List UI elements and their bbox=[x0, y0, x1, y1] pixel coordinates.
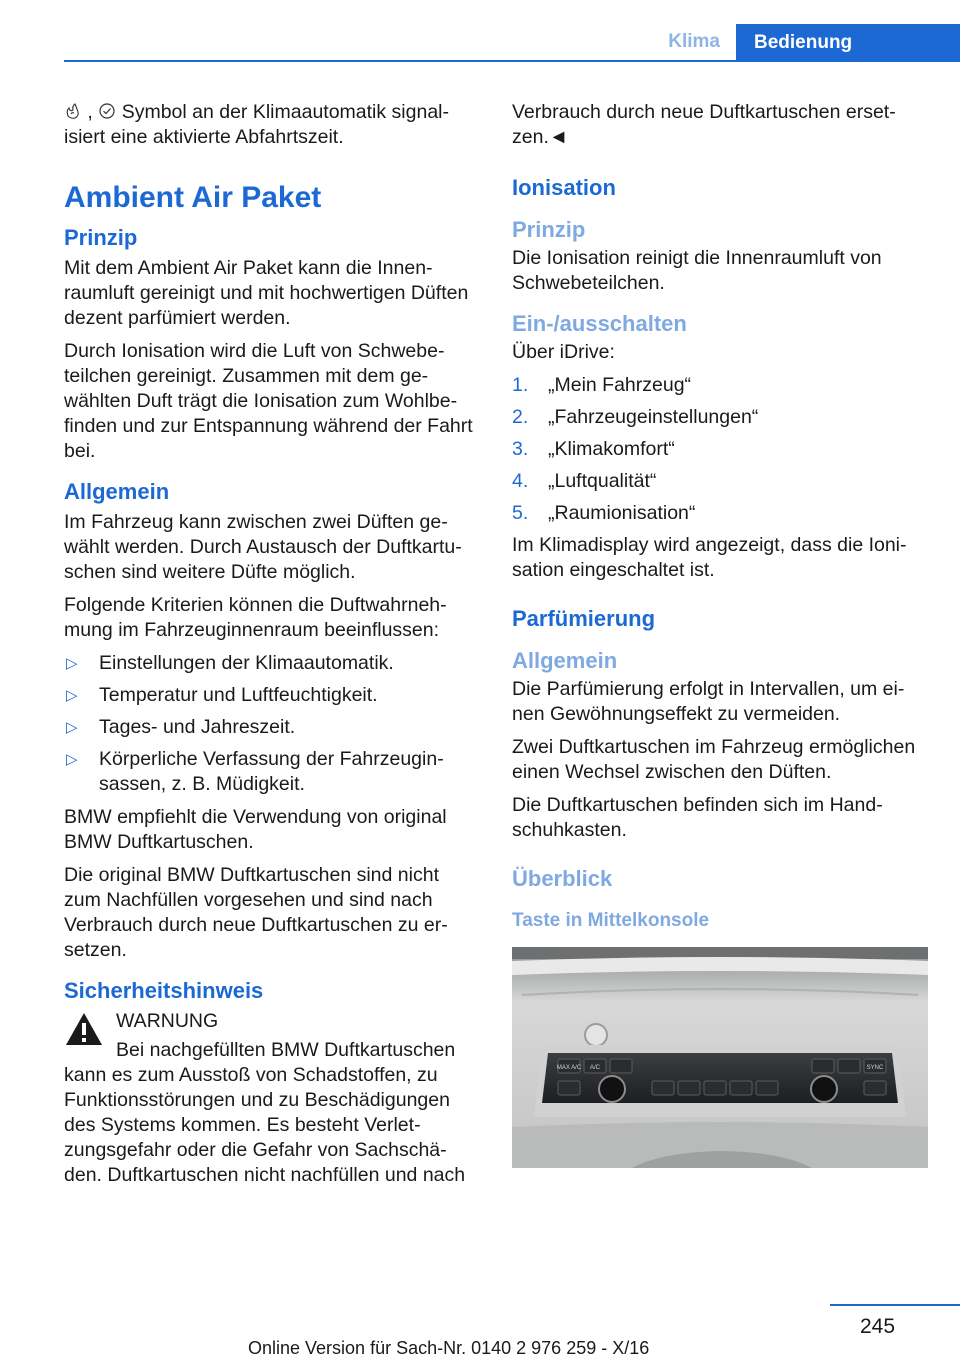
center-console-photo bbox=[512, 947, 928, 1168]
ac-label: A/C bbox=[589, 1065, 601, 1071]
triangle-bullet-icon: ▷ bbox=[66, 751, 78, 768]
heading-taste-mittelkonsole: Taste in Mittelkonsole bbox=[512, 910, 710, 931]
heading-ionisation-prinzip: Prinzip bbox=[512, 217, 586, 242]
prinzip-paragraph-1: Mit dem Ambient Air Paket kann die Innenraumluft gereinigt und mit hochwertigen Düften dezent parfümiert werden. bbox=[64, 257, 469, 329]
warning-block bbox=[64, 1009, 478, 1188]
list-item: 3. „Klimakomfort“ bbox=[512, 438, 675, 460]
page-header bbox=[64, 24, 960, 62]
page-number: 245 bbox=[860, 1315, 896, 1338]
intro-paragraph bbox=[64, 100, 478, 150]
fragrance-icon bbox=[64, 102, 82, 120]
list-item: ▷ Körperliche Verfassung der Fahrzeuginsassen, z. B. Müdigkeit. bbox=[66, 748, 444, 795]
prinzip-paragraph-2: Durch Ionisation wird die Luft von Schwebeteilchen gereinigt. Zusammen mit dem gewählten Duft trägt die Ionisation zum Wohlbefinden und zur Entspannung während der Fahrt bei. bbox=[64, 340, 473, 462]
triangle-bullet-icon: ▷ bbox=[66, 655, 78, 672]
header-section-tab: Klima bbox=[668, 31, 720, 52]
right-column bbox=[512, 100, 928, 1168]
left-column bbox=[64, 100, 478, 1196]
intro-text: Symbol an der Klimaautomatik signalisiert eine aktivierte Abfahrtszeit. bbox=[64, 101, 450, 148]
parfuem-paragraph-2: Zwei Duftkartuschen im Fahrzeug ermöglichen einen Wechsel zwischen den Düften. bbox=[512, 736, 916, 783]
footer-rule bbox=[830, 1304, 960, 1306]
list-item: 1. „Mein Fahrzeug“ bbox=[512, 374, 692, 396]
warning-text: Bei nachgefüllten BMW Duftkartuschen kann es zum Ausstoß von Schadstoffen, zu Funktionsstörungen und zu Beschädigungen des Systems kommen. Es besteht Verletzungsgefahr oder die Gefahr von Sachschäden. Duftkartuschen nicht nachfüllen und nach bbox=[64, 1039, 466, 1186]
list-item: ▷ Einstellungen der Klimaautomatik. bbox=[66, 652, 394, 674]
list-item: 5. „Raumionisation“ bbox=[512, 502, 696, 524]
list-item: 2. „Fahrzeugeinstellungen“ bbox=[512, 406, 759, 428]
allgemein-paragraph-4: Die original BMW Duftkartuschen sind nicht zum Nachfüllen vorgesehen und sind nach Verbrauch durch neue Duftkartuschen zu ersetzen. bbox=[64, 864, 448, 961]
header-rule bbox=[64, 60, 960, 62]
idrive-intro: Über iDrive: bbox=[512, 341, 615, 363]
allgemein-paragraph-2: Folgende Kriterien können die Duftwahrnehmung im Fahrzeuginnenraum beeinflussen: bbox=[64, 594, 447, 641]
allgemein-paragraph-1: Im Fahrzeug kann zwischen zwei Düften gewählt werden. Durch Austausch der Duftkartuschen sind weitere Düfte möglich. bbox=[64, 511, 462, 583]
triangle-bullet-icon: ▷ bbox=[66, 687, 78, 704]
heading-sicherheit: Sicherheitshinweis bbox=[64, 978, 264, 1003]
parfuem-paragraph-1: Die Parfümierung erfolgt in Intervallen, um einen Gewöhnungseffekt zu vermeiden. bbox=[512, 678, 905, 725]
ionisation-prinzip-text: Die Ionisation reinigt die Innenraumluft von Schwebeteilchen. bbox=[512, 247, 882, 294]
section-title: Ambient Air Paket bbox=[64, 181, 322, 214]
triangle-bullet-icon: ▷ bbox=[66, 719, 78, 736]
heading-ueberblick: Überblick bbox=[512, 866, 613, 891]
footer-text: Online Version für Sach-Nr. 0140 2 976 259 - X/16 bbox=[248, 1338, 650, 1358]
criteria-list bbox=[64, 651, 478, 797]
heading-parfuem-allgemein: Allgemein bbox=[512, 648, 618, 673]
heading-ein-ausschalten: Ein-/ausschalten bbox=[512, 311, 687, 336]
allgemein-paragraph-3: BMW empfiehlt die Verwendung von original BMW Duftkartuschen. bbox=[64, 806, 447, 853]
departure-clock-icon bbox=[98, 102, 116, 120]
heading-parfuemierung: Parfümierung bbox=[512, 606, 656, 631]
heading-prinzip: Prinzip bbox=[64, 225, 138, 250]
list-item: ▷ Temperatur und Luftfeuchtigkeit. bbox=[66, 684, 378, 706]
continuation-paragraph: Verbrauch durch neue Duftkartuschen ersetzen.◄ bbox=[512, 101, 896, 148]
warning-triangle-icon bbox=[64, 1011, 104, 1047]
intro-separator: , bbox=[87, 101, 93, 123]
warning-label: WARNUNG bbox=[116, 1010, 219, 1032]
parfuem-paragraph-3: Die Duftkartuschen befinden sich im Handschuhkasten. bbox=[512, 794, 883, 841]
heading-allgemein: Allgemein bbox=[64, 479, 170, 504]
sync-label: SYNC bbox=[866, 1065, 884, 1071]
list-item: 4. „Luftqualität“ bbox=[512, 470, 657, 492]
ionisation-after-text: Im Klimadisplay wird angezeigt, dass die Ionisation eingeschaltet ist. bbox=[512, 534, 907, 581]
list-item: ▷ Tages- und Jahreszeit. bbox=[66, 716, 296, 738]
idrive-steps bbox=[512, 373, 928, 526]
max-ac-label: MAX A/C bbox=[556, 1065, 582, 1071]
center-console-illustration bbox=[512, 947, 928, 1168]
heading-ionisation: Ionisation bbox=[512, 175, 616, 200]
header-chapter-tab: Bedienung bbox=[736, 24, 960, 62]
